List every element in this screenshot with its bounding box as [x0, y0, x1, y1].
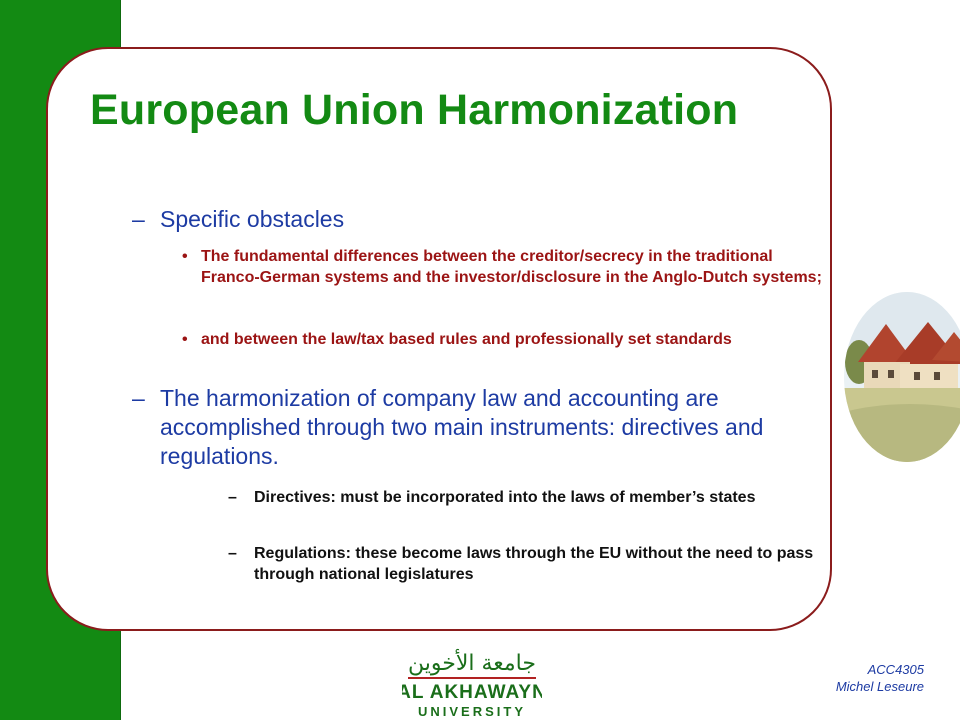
- logo-line1-text: AL AKHAWAYN: [402, 682, 542, 703]
- bullet-text: The harmonization of company law and accounting are accomplished through two main instruments: directives and regulations.: [160, 385, 764, 469]
- dash-marker: –: [228, 545, 237, 562]
- sub-bullet-law-tax-rules: [182, 329, 822, 350]
- logo-line2-text: UNIVERSITY: [417, 704, 527, 719]
- bullet-text: and between the law/tax based rules and professionally set standards: [201, 331, 732, 348]
- campus-photo-icon: [844, 292, 960, 462]
- sub-bullet-fundamental-differences: [182, 246, 822, 288]
- dash-marker: –: [228, 489, 237, 506]
- bullet-harmonization-instruments: [132, 384, 822, 471]
- sub-bullet-regulations: [228, 543, 828, 585]
- bullet-text: Specific obstacles: [160, 206, 345, 232]
- logo-arabic-text: جامعة الأخوين: [408, 651, 536, 676]
- dash-marker: –: [132, 385, 145, 411]
- bullet-text: The fundamental differences between the creditor/secrecy in the traditional Franco-German systems and the investor/disclosure in the Anglo-Dutch systems;: [201, 248, 822, 286]
- bullet-text: Directives: must be incorporated into the laws of member’s states: [254, 489, 756, 506]
- bullet-text: Regulations: these become laws through the EU without the need to pass through national legislatures: [254, 545, 814, 583]
- footer-course: ACC4305: [867, 662, 924, 677]
- sub-bullet-directives: [228, 487, 828, 508]
- bullet-marker: •: [182, 248, 188, 265]
- slide-title: European Union Harmonization: [90, 86, 739, 134]
- university-logo-icon: [402, 646, 542, 720]
- footer-credit: [836, 661, 924, 695]
- bullet-specific-obstacles: [132, 205, 822, 233]
- bullet-marker: •: [182, 331, 188, 348]
- footer-author: Michel Leseure: [835, 679, 924, 694]
- dash-marker: –: [132, 206, 145, 232]
